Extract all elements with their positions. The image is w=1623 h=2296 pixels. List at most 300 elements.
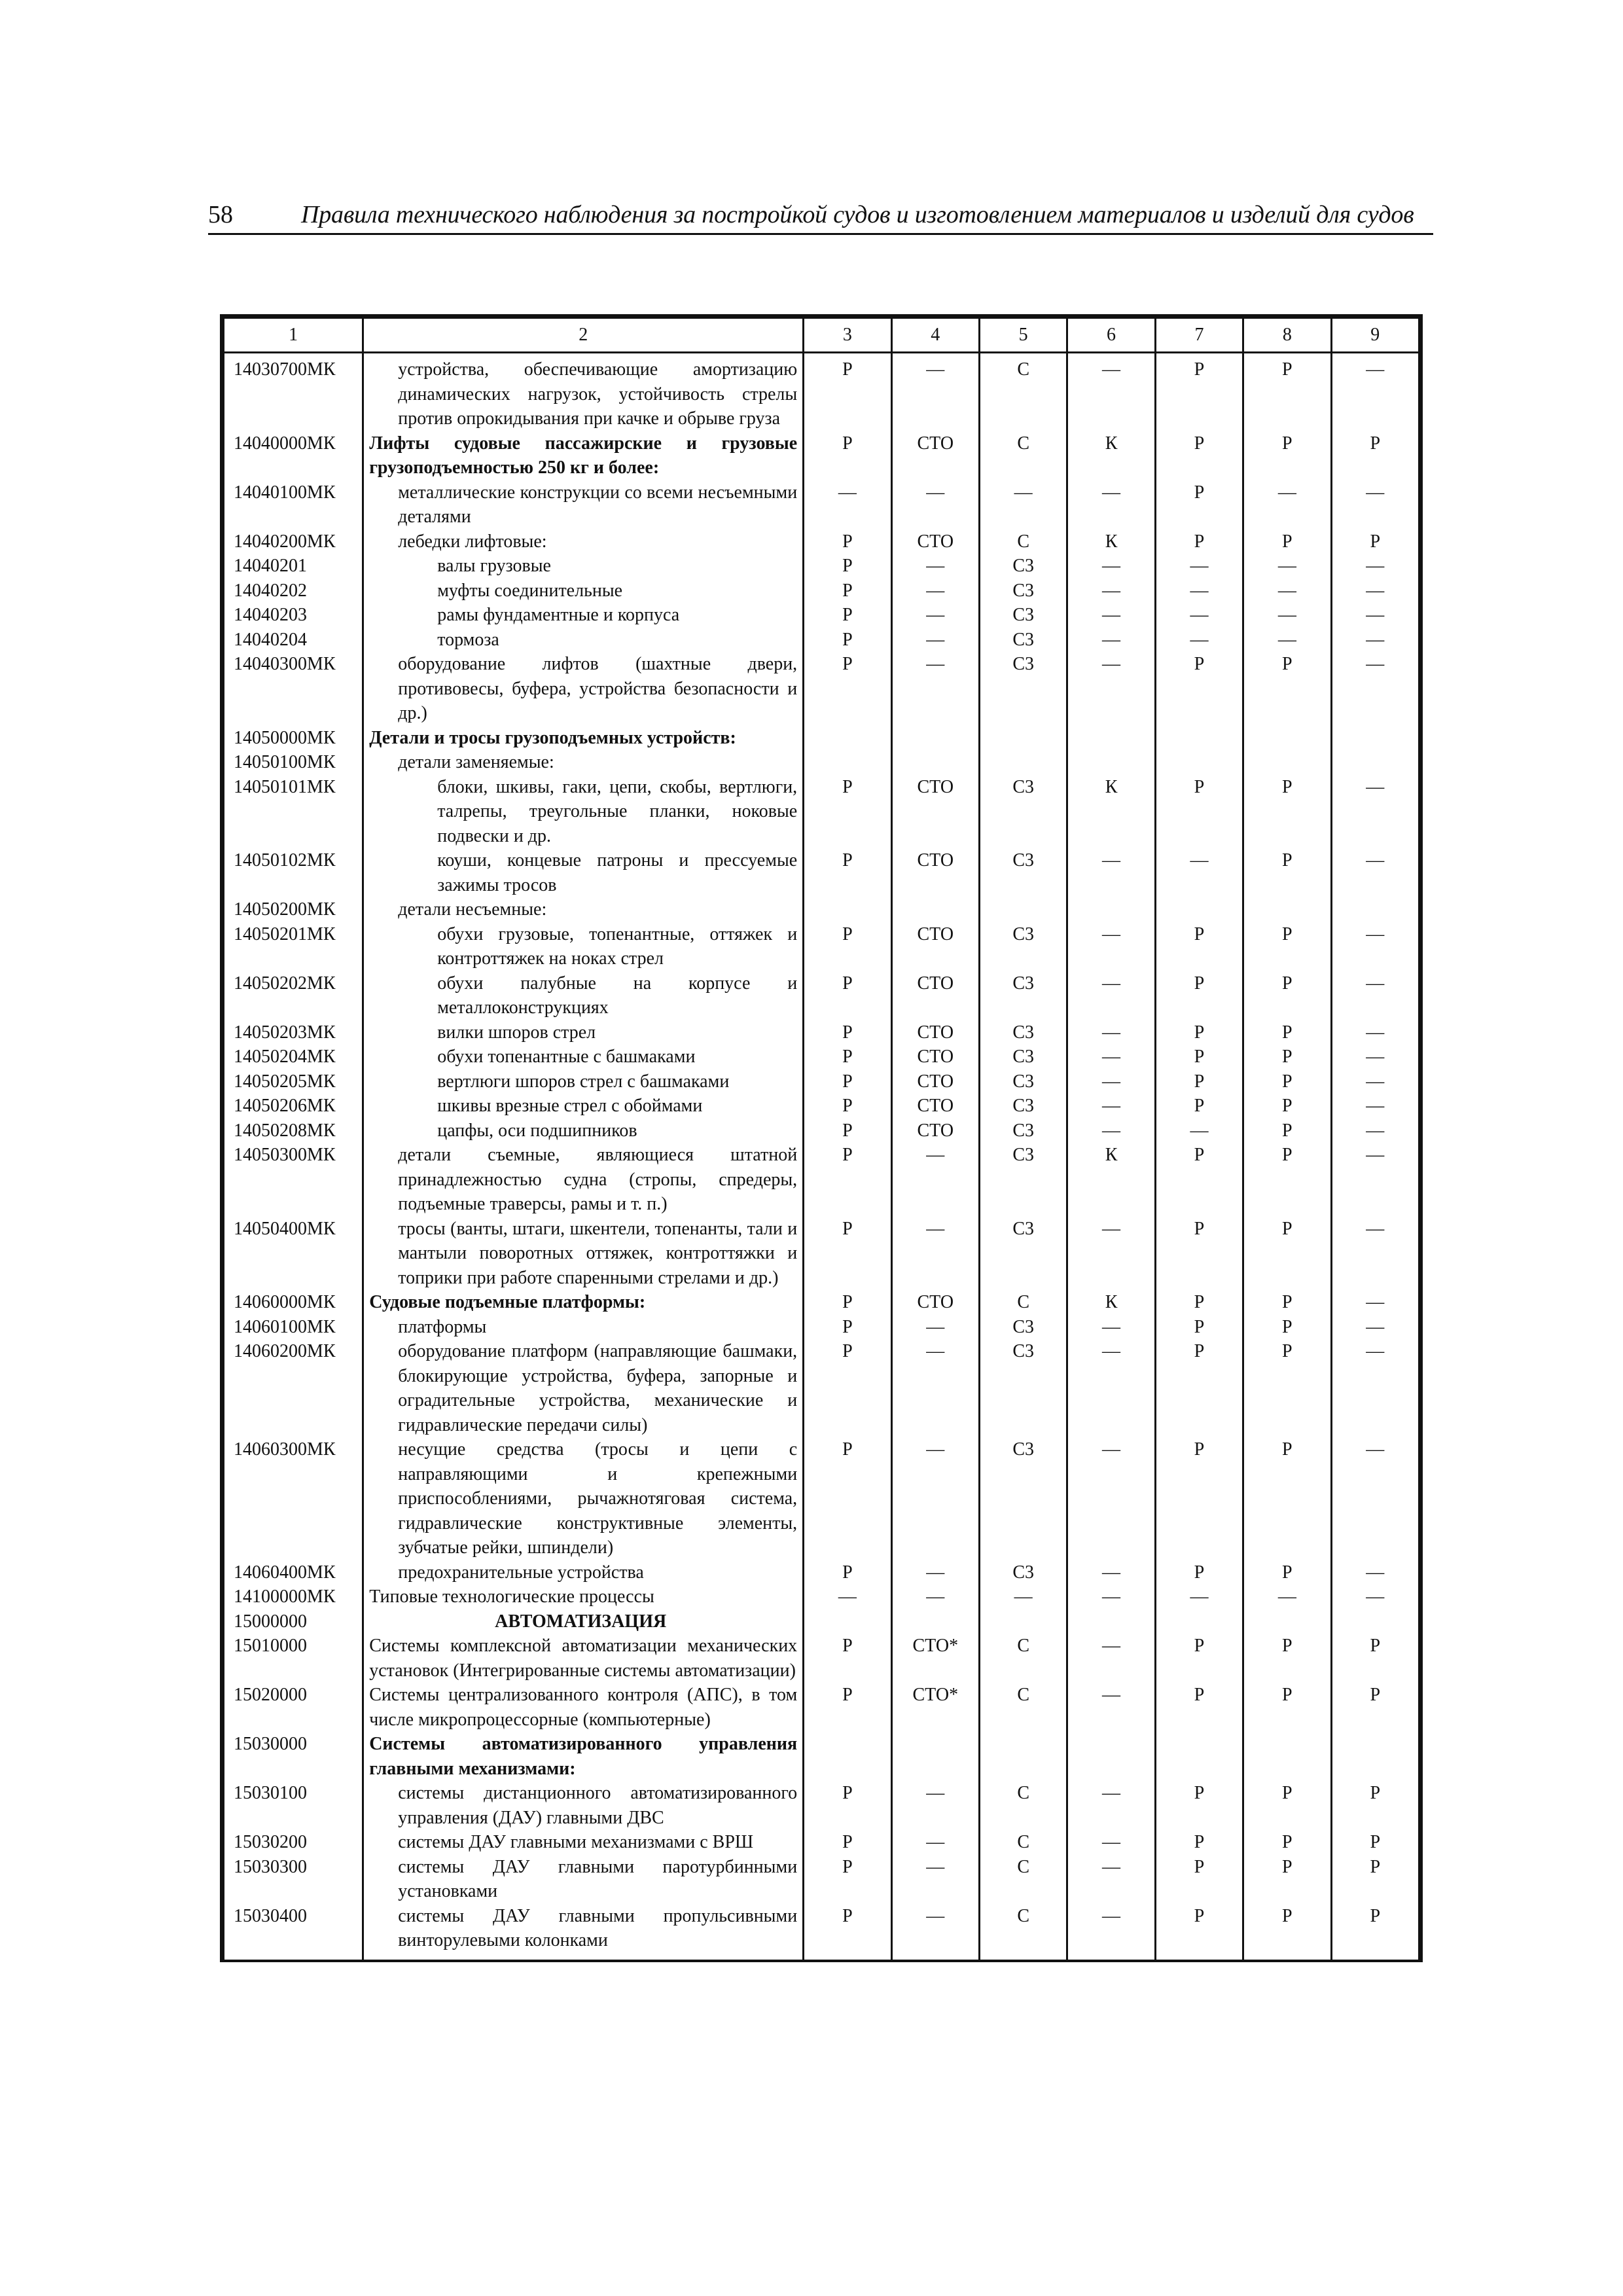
table-header-row <box>224 318 1419 353</box>
item-code: 14040204 <box>224 628 363 653</box>
value-col-5: С3 <box>979 1437 1067 1560</box>
value-col-8: — <box>1243 554 1331 579</box>
value-col-4 <box>891 897 979 922</box>
value-col-5: С3 <box>979 775 1067 849</box>
table-row <box>224 353 1419 431</box>
table-row <box>224 579 1419 603</box>
value-col-3: Р <box>804 1217 891 1291</box>
table-row <box>224 1339 1419 1437</box>
item-code: 14040203 <box>224 603 363 628</box>
value-col-9 <box>1331 1609 1419 1634</box>
value-col-8: — <box>1243 579 1331 603</box>
value-col-6: — <box>1067 848 1155 897</box>
value-col-4: — <box>891 554 979 579</box>
table-row <box>224 1094 1419 1119</box>
value-col-7: Р <box>1155 431 1243 480</box>
table-body <box>224 353 1419 1960</box>
value-col-6: — <box>1067 922 1155 971</box>
value-col-8: Р <box>1243 922 1331 971</box>
value-col-7: Р <box>1155 971 1243 1020</box>
value-col-5: С3 <box>979 922 1067 971</box>
value-col-4: СТО <box>891 1020 979 1045</box>
value-col-9: — <box>1331 775 1419 849</box>
value-col-9: — <box>1331 628 1419 653</box>
value-col-8: Р <box>1243 1143 1331 1217</box>
table-row <box>224 1781 1419 1830</box>
item-description: детали съемные, являющиеся штатной принадлежностью судна (стропы, спредеры, подъемные траверсы, рамы и т. п.) <box>363 1143 804 1217</box>
value-col-8: Р <box>1243 652 1331 726</box>
value-col-9: — <box>1331 480 1419 529</box>
value-col-7: Р <box>1155 1683 1243 1732</box>
value-col-9: Р <box>1331 529 1419 554</box>
table-row <box>224 1585 1419 1609</box>
value-col-4: — <box>891 1830 979 1855</box>
value-col-4: — <box>891 1855 979 1904</box>
value-col-8: Р <box>1243 775 1331 849</box>
table-row <box>224 971 1419 1020</box>
value-col-8 <box>1243 1609 1331 1634</box>
value-col-7: Р <box>1155 922 1243 971</box>
value-col-8: — <box>1243 628 1331 653</box>
value-col-6: — <box>1067 1855 1155 1904</box>
value-col-4: СТО <box>891 971 979 1020</box>
table-row <box>224 848 1419 897</box>
item-description: валы грузовые <box>363 554 804 579</box>
table-row <box>224 1732 1419 1781</box>
value-col-7: — <box>1155 554 1243 579</box>
item-description: детали заменяемые: <box>363 750 804 775</box>
value-col-3: Р <box>804 1683 891 1732</box>
item-code: 14040300МК <box>224 652 363 726</box>
table-row <box>224 431 1419 480</box>
item-code: 14050208МК <box>224 1119 363 1143</box>
value-col-6: — <box>1067 628 1155 653</box>
item-code: 14050000МК <box>224 726 363 751</box>
table-row <box>224 603 1419 628</box>
table-row <box>224 1217 1419 1291</box>
value-col-7: — <box>1155 1585 1243 1609</box>
value-col-7: Р <box>1155 652 1243 726</box>
value-col-4: — <box>891 579 979 603</box>
item-description: металлические конструкции со всеми несъемными деталями <box>363 480 804 529</box>
value-col-4: — <box>891 1585 979 1609</box>
value-col-9: Р <box>1331 1781 1419 1830</box>
item-description: обухи топенантные с башмаками <box>363 1045 804 1069</box>
value-col-7 <box>1155 897 1243 922</box>
value-col-9 <box>1331 750 1419 775</box>
value-col-4: СТО <box>891 1045 979 1069</box>
item-code: 15000000 <box>224 1609 363 1634</box>
column-header-6: 6 <box>1067 318 1155 353</box>
value-col-6: — <box>1067 1315 1155 1340</box>
value-col-7: — <box>1155 603 1243 628</box>
value-col-6: — <box>1067 1094 1155 1119</box>
value-col-3: Р <box>804 1315 891 1340</box>
value-col-9: — <box>1331 1119 1419 1143</box>
value-col-9: — <box>1331 1045 1419 1069</box>
item-description: лебедки лифтовые: <box>363 529 804 554</box>
value-col-7: — <box>1155 848 1243 897</box>
value-col-3: Р <box>804 922 891 971</box>
value-col-4: — <box>891 1315 979 1340</box>
item-code: 14050200МК <box>224 897 363 922</box>
running-title: Правила технического наблюдения за постройкой судов и изготовлением материалов и изделий для судов <box>301 201 1414 228</box>
item-description: системы ДАУ главными механизмами с ВРШ <box>363 1830 804 1855</box>
value-col-8: Р <box>1243 1119 1331 1143</box>
value-col-6: — <box>1067 1437 1155 1560</box>
item-code: 14040100МК <box>224 480 363 529</box>
value-col-5: С3 <box>979 603 1067 628</box>
value-col-3: Р <box>804 603 891 628</box>
value-col-4: СТО* <box>891 1634 979 1683</box>
value-col-3: Р <box>804 628 891 653</box>
column-header-9: 9 <box>1331 318 1419 353</box>
item-code: 14060000МК <box>224 1290 363 1315</box>
value-col-9: — <box>1331 1315 1419 1340</box>
value-col-8 <box>1243 897 1331 922</box>
value-col-9: — <box>1331 848 1419 897</box>
item-code: 14100000МК <box>224 1585 363 1609</box>
value-col-4: СТО* <box>891 1683 979 1732</box>
value-col-8: Р <box>1243 1020 1331 1045</box>
value-col-3: — <box>804 1585 891 1609</box>
value-col-5: С <box>979 1683 1067 1732</box>
value-col-3 <box>804 726 891 751</box>
table-row <box>224 750 1419 775</box>
item-description: предохранительные устройства <box>363 1560 804 1585</box>
item-code: 14050400МК <box>224 1217 363 1291</box>
table-row <box>224 554 1419 579</box>
item-description: устройства, обеспечивающие амортизацию динамических нагрузок, устойчивость стрелы против опрокидывания при качке и обрыве груза <box>363 353 804 431</box>
value-col-4: — <box>891 628 979 653</box>
table-row <box>224 1904 1419 1960</box>
running-header <box>208 200 1433 235</box>
item-code: 15010000 <box>224 1634 363 1683</box>
value-col-3: Р <box>804 529 891 554</box>
value-col-4: — <box>891 652 979 726</box>
item-description: цапфы, оси подшипников <box>363 1119 804 1143</box>
table-row <box>224 1143 1419 1217</box>
value-col-4 <box>891 1609 979 1634</box>
value-col-4: — <box>891 480 979 529</box>
value-col-6: — <box>1067 353 1155 431</box>
value-col-5: С3 <box>979 652 1067 726</box>
value-col-8 <box>1243 1732 1331 1781</box>
value-col-5: С <box>979 431 1067 480</box>
value-col-4: СТО <box>891 922 979 971</box>
item-description: муфты соединительные <box>363 579 804 603</box>
items-table <box>220 314 1423 1962</box>
value-col-6: — <box>1067 971 1155 1020</box>
value-col-5: — <box>979 1585 1067 1609</box>
item-code: 14050100МК <box>224 750 363 775</box>
value-col-4: СТО <box>891 1094 979 1119</box>
value-col-3: — <box>804 480 891 529</box>
page-number: 58 <box>208 201 233 228</box>
value-col-7: Р <box>1155 1339 1243 1437</box>
value-col-6: — <box>1067 1560 1155 1585</box>
value-col-9: — <box>1331 1290 1419 1315</box>
value-col-4 <box>891 726 979 751</box>
value-col-6: К <box>1067 775 1155 849</box>
item-description: тормоза <box>363 628 804 653</box>
item-code: 14050202МК <box>224 971 363 1020</box>
column-header-8: 8 <box>1243 318 1331 353</box>
value-col-8: Р <box>1243 431 1331 480</box>
value-col-8: Р <box>1243 1683 1331 1732</box>
item-description: системы ДАУ главными паротурбинными установками <box>363 1855 804 1904</box>
value-col-5: С3 <box>979 628 1067 653</box>
value-col-9: — <box>1331 1339 1419 1437</box>
value-col-5: С3 <box>979 1094 1067 1119</box>
value-col-3: Р <box>804 1290 891 1315</box>
value-col-3: Р <box>804 554 891 579</box>
value-col-8: — <box>1243 480 1331 529</box>
value-col-8: Р <box>1243 529 1331 554</box>
value-col-9: Р <box>1331 431 1419 480</box>
value-col-4: — <box>891 1904 979 1960</box>
value-col-6 <box>1067 726 1155 751</box>
item-code: 14050206МК <box>224 1094 363 1119</box>
table-row <box>224 726 1419 751</box>
value-col-3 <box>804 750 891 775</box>
item-code: 14030700МК <box>224 353 363 431</box>
value-col-5: С3 <box>979 1143 1067 1217</box>
value-col-9: — <box>1331 1560 1419 1585</box>
value-col-9: — <box>1331 1020 1419 1045</box>
value-col-7: Р <box>1155 1217 1243 1291</box>
value-col-3: Р <box>804 1560 891 1585</box>
value-col-9: — <box>1331 1217 1419 1291</box>
item-description: вилки шпоров стрел <box>363 1020 804 1045</box>
item-code: 15020000 <box>224 1683 363 1732</box>
value-col-6: — <box>1067 1045 1155 1069</box>
value-col-4: — <box>891 1143 979 1217</box>
value-col-8: Р <box>1243 1217 1331 1291</box>
value-col-8: Р <box>1243 848 1331 897</box>
value-col-9: Р <box>1331 1855 1419 1904</box>
value-col-3: Р <box>804 353 891 431</box>
item-code: 14040200МК <box>224 529 363 554</box>
value-col-3: Р <box>804 1830 891 1855</box>
item-code: 14050102МК <box>224 848 363 897</box>
value-col-3 <box>804 1732 891 1781</box>
item-code: 15030000 <box>224 1732 363 1781</box>
value-col-7: Р <box>1155 1855 1243 1904</box>
item-description: рамы фундаментные и корпуса <box>363 603 804 628</box>
value-col-5: С <box>979 1904 1067 1960</box>
value-col-6: — <box>1067 579 1155 603</box>
section-title: АВТОМАТИЗАЦИЯ <box>363 1609 804 1634</box>
value-col-5: С <box>979 1290 1067 1315</box>
table-row <box>224 1560 1419 1585</box>
value-col-7: Р <box>1155 1560 1243 1585</box>
value-col-7: Р <box>1155 775 1243 849</box>
table-row <box>224 1045 1419 1069</box>
value-col-9: Р <box>1331 1683 1419 1732</box>
item-description: вертлюги шпоров стрел с башмаками <box>363 1069 804 1094</box>
item-code: 15030400 <box>224 1904 363 1960</box>
value-col-7 <box>1155 1732 1243 1781</box>
value-col-5: С <box>979 353 1067 431</box>
value-col-8: Р <box>1243 1437 1331 1560</box>
value-col-6 <box>1067 1732 1155 1781</box>
value-col-7 <box>1155 750 1243 775</box>
item-code: 14040202 <box>224 579 363 603</box>
column-header-5: 5 <box>979 318 1067 353</box>
value-col-5: С <box>979 1830 1067 1855</box>
value-col-3: Р <box>804 1339 891 1437</box>
value-col-4 <box>891 1732 979 1781</box>
value-col-4: СТО <box>891 1119 979 1143</box>
item-description: Детали и тросы грузоподъемных устройств: <box>363 726 804 751</box>
value-col-6: — <box>1067 1069 1155 1094</box>
value-col-9: Р <box>1331 1904 1419 1960</box>
table-row <box>224 1069 1419 1094</box>
value-col-9: — <box>1331 579 1419 603</box>
item-description: Системы централизованного контроля (АПС), в том числе микропроцессорные (компьютерные) <box>363 1683 804 1732</box>
value-col-8: — <box>1243 1585 1331 1609</box>
item-code: 14060400МК <box>224 1560 363 1585</box>
value-col-6 <box>1067 750 1155 775</box>
item-description: тросы (ванты, штаги, шкентели, топенанты, тали и мантыли поворотных оттяжек, контроттяжки и топрики при работе спаренными стрелами и др.) <box>363 1217 804 1291</box>
value-col-8: Р <box>1243 1094 1331 1119</box>
table-row <box>224 480 1419 529</box>
value-col-7: Р <box>1155 1437 1243 1560</box>
value-col-6: — <box>1067 603 1155 628</box>
item-description: детали несъемные: <box>363 897 804 922</box>
item-code: 14060100МК <box>224 1315 363 1340</box>
value-col-5 <box>979 726 1067 751</box>
value-col-4: — <box>891 603 979 628</box>
value-col-8: Р <box>1243 971 1331 1020</box>
value-col-5: — <box>979 480 1067 529</box>
value-col-8: Р <box>1243 1830 1331 1855</box>
column-header-2: 2 <box>363 318 804 353</box>
value-col-3: Р <box>804 1094 891 1119</box>
value-col-9: — <box>1331 1437 1419 1560</box>
value-col-7: Р <box>1155 1069 1243 1094</box>
value-col-3: Р <box>804 1069 891 1094</box>
column-header-4: 4 <box>891 318 979 353</box>
value-col-7: Р <box>1155 1830 1243 1855</box>
value-col-3: Р <box>804 431 891 480</box>
value-col-5 <box>979 1609 1067 1634</box>
item-code: 14060300МК <box>224 1437 363 1560</box>
value-col-6: — <box>1067 554 1155 579</box>
value-col-6: — <box>1067 1585 1155 1609</box>
value-col-4: СТО <box>891 775 979 849</box>
value-col-9 <box>1331 897 1419 922</box>
value-col-6: — <box>1067 480 1155 529</box>
value-col-6: — <box>1067 1904 1155 1960</box>
value-col-9: — <box>1331 603 1419 628</box>
value-col-4: — <box>891 1781 979 1830</box>
item-code: 14050300МК <box>224 1143 363 1217</box>
value-col-3: Р <box>804 652 891 726</box>
table-row <box>224 1609 1419 1634</box>
value-col-8: Р <box>1243 1855 1331 1904</box>
value-col-5: С3 <box>979 1339 1067 1437</box>
item-description: коуши, концевые патроны и прессуемые зажимы тросов <box>363 848 804 897</box>
value-col-5: С3 <box>979 1560 1067 1585</box>
table-row <box>224 1830 1419 1855</box>
table-row <box>224 922 1419 971</box>
value-col-3 <box>804 1609 891 1634</box>
value-col-3: Р <box>804 1904 891 1960</box>
column-header-1: 1 <box>224 318 363 353</box>
value-col-9: — <box>1331 922 1419 971</box>
item-description: Системы комплексной автоматизации механических установок (Интегрированные системы автоматизации) <box>363 1634 804 1683</box>
value-col-9: — <box>1331 353 1419 431</box>
value-col-3: Р <box>804 775 891 849</box>
item-code: 15030300 <box>224 1855 363 1904</box>
value-col-7: Р <box>1155 1781 1243 1830</box>
value-col-7: Р <box>1155 1904 1243 1960</box>
value-col-7: Р <box>1155 1143 1243 1217</box>
value-col-8: — <box>1243 603 1331 628</box>
value-col-7: Р <box>1155 480 1243 529</box>
table-row <box>224 1683 1419 1732</box>
table-row <box>224 529 1419 554</box>
value-col-8: Р <box>1243 1069 1331 1094</box>
value-col-7: Р <box>1155 1020 1243 1045</box>
value-col-3: Р <box>804 1045 891 1069</box>
item-description: шкивы врезные стрел с обоймами <box>363 1094 804 1119</box>
value-col-7: Р <box>1155 529 1243 554</box>
table-row <box>224 628 1419 653</box>
item-description: оборудование лифтов (шахтные двери, противовесы, буфера, устройства безопасности и др.) <box>363 652 804 726</box>
value-col-5: С3 <box>979 1069 1067 1094</box>
value-col-9: — <box>1331 554 1419 579</box>
value-col-3 <box>804 897 891 922</box>
value-col-4 <box>891 750 979 775</box>
value-col-5 <box>979 897 1067 922</box>
value-col-5 <box>979 1732 1067 1781</box>
value-col-5 <box>979 750 1067 775</box>
value-col-7 <box>1155 1609 1243 1634</box>
value-col-7: Р <box>1155 1045 1243 1069</box>
value-col-9 <box>1331 726 1419 751</box>
item-code: 14040201 <box>224 554 363 579</box>
table-row <box>224 897 1419 922</box>
value-col-3: Р <box>804 1437 891 1560</box>
value-col-4: — <box>891 1437 979 1560</box>
item-description: Системы автоматизированного управления главными механизмами: <box>363 1732 804 1781</box>
item-description: оборудование платформ (направляющие башмаки, блокирующие устройства, буфера, запорные и оградительные устройства, механические и гидравлические передачи силы) <box>363 1339 804 1437</box>
value-col-9: Р <box>1331 1634 1419 1683</box>
value-col-9: — <box>1331 1143 1419 1217</box>
item-description: блоки, шкивы, гаки, цепи, скобы, вертлюги, талрепы, треугольные планки, ноковые подвески и др. <box>363 775 804 849</box>
value-col-3: Р <box>804 971 891 1020</box>
value-col-5: С <box>979 1781 1067 1830</box>
value-col-3: Р <box>804 848 891 897</box>
value-col-5: С3 <box>979 1020 1067 1045</box>
table-row <box>224 1290 1419 1315</box>
value-col-6: — <box>1067 1119 1155 1143</box>
column-header-7: 7 <box>1155 318 1243 353</box>
value-col-5: С3 <box>979 1315 1067 1340</box>
item-description: Лифты судовые пассажирские и грузовые грузоподъемностью 250 кг и более: <box>363 431 804 480</box>
value-col-6: К <box>1067 1290 1155 1315</box>
table-row <box>224 1634 1419 1683</box>
item-description: Типовые технологические процессы <box>363 1585 804 1609</box>
value-col-4: — <box>891 353 979 431</box>
table-row <box>224 1020 1419 1045</box>
item-description: обухи грузовые, топенантные, оттяжек и контроттяжек на ноках стрел <box>363 922 804 971</box>
value-col-7: Р <box>1155 1315 1243 1340</box>
value-col-4: СТО <box>891 1290 979 1315</box>
